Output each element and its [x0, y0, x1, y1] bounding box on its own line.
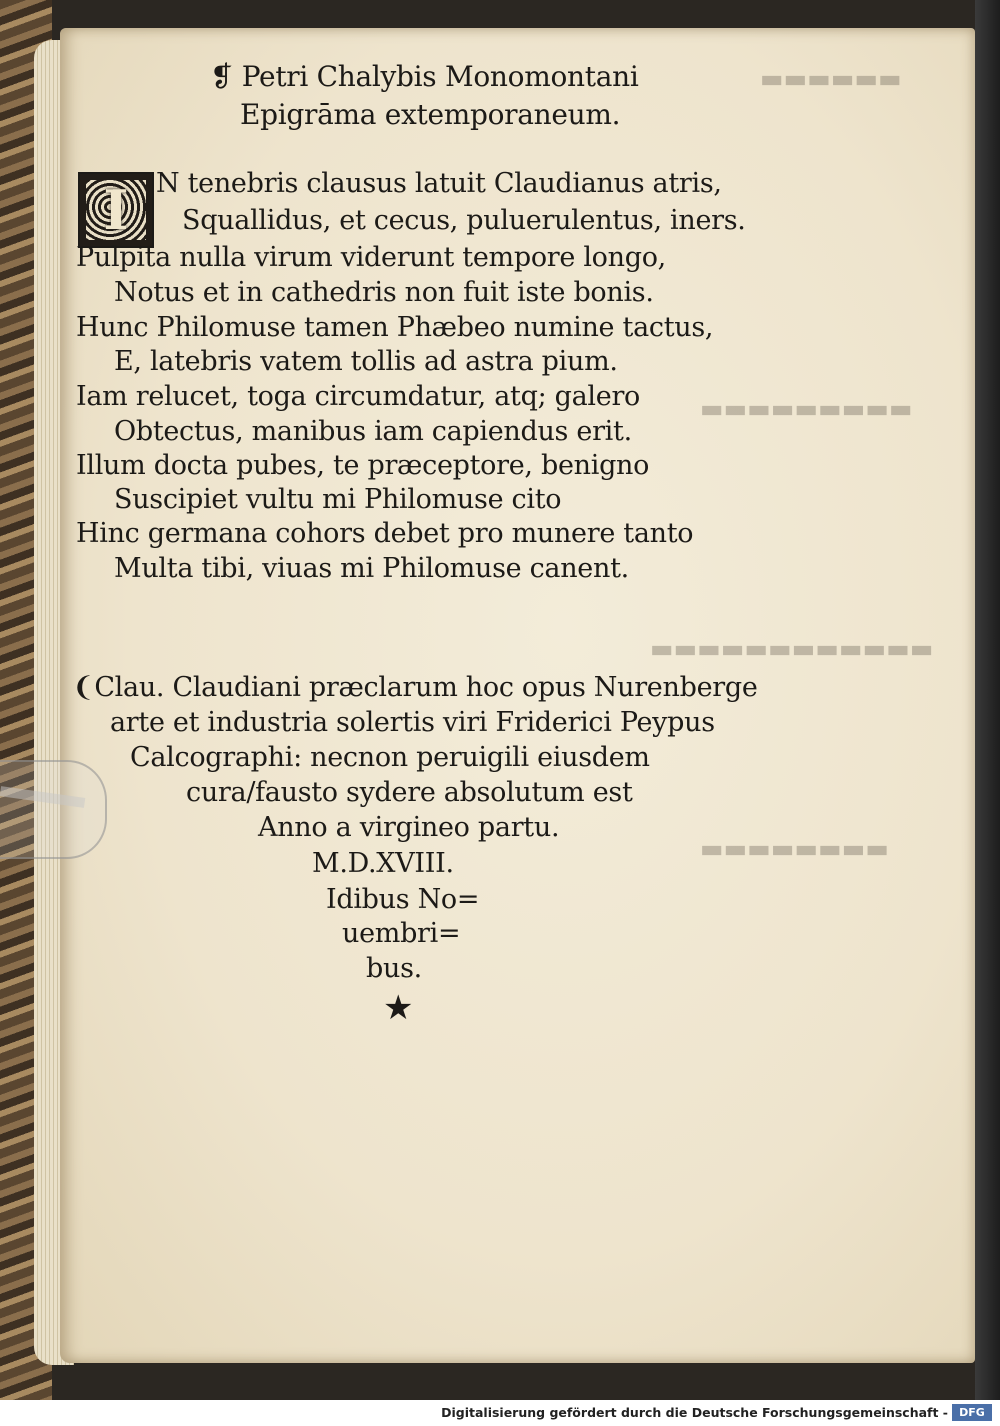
colophon-line: ❨Clau. Claudiani præclarum hoc opus Nurenberge: [72, 672, 758, 703]
poem-line: Pulpita nulla virum viderunt tempore longo,: [76, 242, 666, 273]
colophon-line: uembri=: [342, 918, 461, 949]
colophon-line: arte et industria solertis viri Friderici Peypus: [110, 707, 715, 738]
bleed-through: ▬▬▬▬▬▬▬▬▬: [700, 394, 913, 423]
funding-notice: Digitalisierung gefördert durch die Deutsche Forschungsgemeinschaft -: [441, 1405, 948, 1420]
heading-line-1: ❡ Petri Chalybis Monomontani: [210, 60, 639, 93]
decorated-initial: [78, 172, 154, 248]
colophon-line: M.D.XVIII.: [312, 848, 454, 879]
poem-line: Hinc germana cohors debet pro munere tanto: [76, 518, 694, 549]
dfg-logo: DFG: [952, 1404, 992, 1421]
colophon-line: Idibus No=: [326, 884, 480, 915]
bleed-through: ▬▬▬▬▬▬: [760, 64, 902, 93]
colophon-line: cura/fausto sydere absolutum est: [186, 777, 633, 808]
poem-line: Iam relucet, toga circumdatur, atq; galero: [76, 381, 641, 412]
poem-line: Notus et in cathedris non fuit iste bonis.: [114, 277, 654, 308]
initial-letter: I: [103, 178, 129, 242]
poem-line: Obtectus, manibus iam capiendus erit.: [114, 416, 632, 447]
poem-line: Multa tibi, viuas mi Philomuse canent.: [114, 553, 629, 584]
colophon-line: bus.: [366, 953, 422, 984]
heading-line-2: Epigrāma extemporaneum.: [240, 98, 621, 131]
poem-line: Hunc Philomuse tamen Phæbeo numine tactus,: [76, 312, 714, 343]
star-ornament: ★: [383, 988, 414, 1028]
poem-line: Illum docta pubes, te præceptore, benigno: [76, 450, 650, 481]
footer-bar: [0, 1400, 1000, 1426]
bleed-through: ▬▬▬▬▬▬▬▬: [700, 834, 889, 863]
page-clip: [0, 760, 107, 859]
colophon-line: Anno a virgineo partu.: [258, 812, 560, 843]
poem-line: Suscipiet vultu mi Philomuse cito: [114, 484, 562, 515]
bleed-through: ▬▬▬▬▬▬▬▬▬▬▬▬: [650, 634, 934, 663]
binding-board: [975, 0, 1000, 1400]
poem-line: N tenebris clausus latuit Claudianus atris,: [156, 168, 722, 199]
colophon-line: Calcographi: necnon peruigili eiusdem: [130, 742, 650, 773]
poem-line: E, latebris vatem tollis ad astra pium.: [114, 346, 618, 377]
poem-line: Squallidus, et cecus, puluerulentus, iners.: [182, 205, 746, 236]
